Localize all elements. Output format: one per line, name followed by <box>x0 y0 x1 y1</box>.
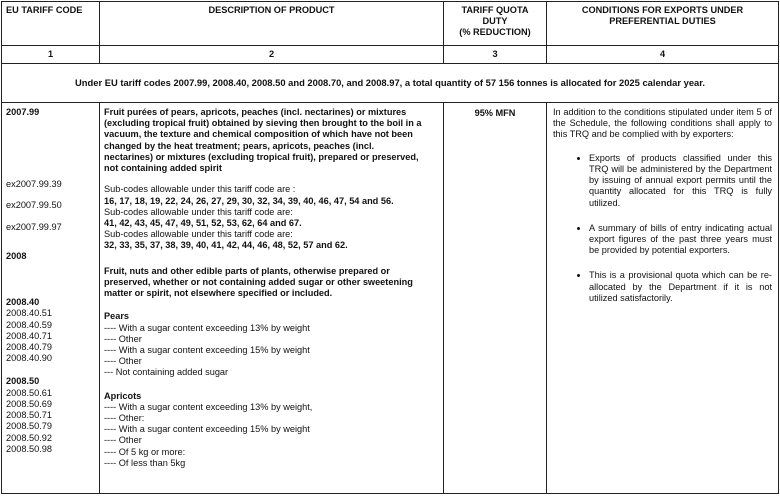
tariff-detail-row <box>2 103 779 494</box>
pears-item: ---- With a sugar content exceeding 13% by weight <box>104 322 310 333</box>
description-line: changed by the heat treatment; pears, apricots, peaches (incl. <box>104 140 375 151</box>
apricots-item: ---- Of 5 kg or more: <box>104 446 186 457</box>
header-description: DESCRIPTION OF PRODUCT <box>100 2 444 46</box>
tariff-codes-cell <box>2 103 100 494</box>
apricots-item: ---- Other <box>104 435 142 446</box>
tariff-subcode: 2008.50.69 <box>6 398 52 409</box>
conditions-intro: In addition to the conditions stipulated under item 5 of the Schedule, the following conditions shall apply to this TRQ and be complied with by exporters: <box>553 107 772 140</box>
tariff-subcode: 2008.50.98 <box>6 443 52 454</box>
allocation-row <box>2 64 779 103</box>
tariff-subcode: 2008.40.90 <box>6 353 52 364</box>
column-number: 1 <box>2 46 100 64</box>
header-conditions-line1: CONDITIONS FOR EXPORTS UNDER <box>581 5 744 15</box>
subcode-list: 41, 42, 43, 45, 47, 49, 51, 52, 53, 62, 64 and 67. <box>104 217 302 228</box>
tariff-code: 2008.50 <box>6 376 40 387</box>
column-number-row <box>2 46 779 64</box>
tariff-quota-table <box>1 1 779 494</box>
tariff-subcode: 2008.40.71 <box>6 330 52 341</box>
tariff-subcode: ex2007.99.97 <box>6 221 62 232</box>
header-tariff-quota-duty <box>444 2 547 46</box>
tariff-code: 2008.40 <box>6 297 40 308</box>
tariff-subcode: 2008.50.71 <box>6 410 52 421</box>
description-line: matter or spirit, not elsewhere specified or included. <box>104 288 333 299</box>
pears-item: --- Not containing added sugar <box>104 367 229 378</box>
description-line: (excluding tropical fruit) obtained by sieving then brought to the boil in a <box>104 118 422 129</box>
descriptions-cell <box>100 103 444 494</box>
description-line: nectarines) or mixtures (excluding tropical fruit), prepared or preserved, <box>104 151 419 162</box>
tariff-subcode: 2008.40.79 <box>6 341 52 352</box>
pears-item: ---- Other <box>104 356 142 367</box>
header-quota-line1: TARIFF QUOTA <box>461 5 529 15</box>
pears-item: ---- Other <box>104 333 142 344</box>
column-number: 3 <box>444 46 547 64</box>
header-eu-tariff-code: EU TARIFF CODE <box>2 2 100 46</box>
subcode-list: 32, 33, 35, 37, 38, 39, 40, 41, 42, 44, 46, 48, 52, 57 and 62. <box>104 240 348 251</box>
header-quota-line2: DUTY <box>482 16 508 27</box>
tariff-code: 2008 <box>6 250 27 261</box>
description-line: preserved, whether or not containing added sugar or other sweetening <box>104 276 413 287</box>
apricots-item: ---- With a sugar content exceeding 15% by weight <box>104 424 310 435</box>
quota-duty-cell <box>444 103 547 494</box>
pears-title: Pears <box>104 311 130 322</box>
subcode-label: Sub-codes allowable under this tariff code are : <box>104 184 296 195</box>
apricots-title: Apricots <box>104 390 142 401</box>
tariff-subcode: 2008.40.51 <box>6 308 52 319</box>
description-line: Fruit, nuts and other edible parts of plants, otherwise prepared or <box>104 265 390 276</box>
tariff-subcode: 2008.40.59 <box>6 319 52 330</box>
conditions-list <box>553 153 772 304</box>
column-number: 4 <box>547 46 779 64</box>
description-line: vacuum, the texture and chemical composition of which have not been <box>104 129 413 140</box>
tariff-subcode: 2008.50.79 <box>6 421 52 432</box>
subcode-label: Sub-codes allowable under this tariff code are: <box>104 206 293 217</box>
condition-item: • A summary of bills of entry indicating actual export figures of the past three years must be provided by potential exporters. <box>589 223 772 257</box>
subcode-label: Sub-codes allowable under this tariff code are: <box>104 229 293 240</box>
header-conditions <box>547 2 779 46</box>
description-line: not containing added spirit <box>104 163 222 174</box>
column-number: 2 <box>100 46 444 64</box>
subcode-list: 16, 17, 18, 19, 22, 24, 26, 27, 29, 30, 32, 34, 39, 40, 46, 47, 54 and 56. <box>104 195 394 206</box>
tariff-code: 2007.99 <box>6 107 40 117</box>
quota-duty-value: 95% MFN <box>474 108 516 118</box>
tariff-subcode: 2008.50.92 <box>6 432 52 443</box>
tariff-subcode: 2008.50.61 <box>6 387 52 398</box>
header-quota-line3: (% REDUCTION) <box>459 27 531 38</box>
pears-item: ---- With a sugar content exceeding 15% by weight <box>104 344 310 355</box>
conditions-cell <box>547 103 779 494</box>
apricots-item: ---- With a sugar content exceeding 13% by weight, <box>104 401 313 412</box>
condition-item: • Exports of products classified under this TRQ will be administered by the Department by issuing of annual export permits until the quantity allocated for this TRQ is fully utilized. <box>589 153 772 209</box>
condition-item: • This is a provisional quota which can be re-allocated by the Department if it is not utilized satisfactorily. <box>589 270 772 304</box>
table-header-row <box>2 2 779 46</box>
apricots-item: ---- Other: <box>104 413 145 424</box>
allocation-note: Under EU tariff codes 2007.99, 2008.40, 2008.50 and 2008.70, and 2008.97, a total quantity of 57 156 tonnes is allocated for 2025 calendar year. <box>2 64 779 103</box>
description-line: Fruit purées of pears, apricots, peaches (incl. nectarines) or mixtures <box>104 107 407 117</box>
tariff-subcode: ex2007.99.50 <box>6 200 62 211</box>
apricots-item: ---- Of less than 5kg <box>104 457 186 468</box>
tariff-subcode: ex2007.99.39 <box>6 179 62 190</box>
header-conditions-line2: PREFERENTIAL DUTIES <box>609 16 716 27</box>
